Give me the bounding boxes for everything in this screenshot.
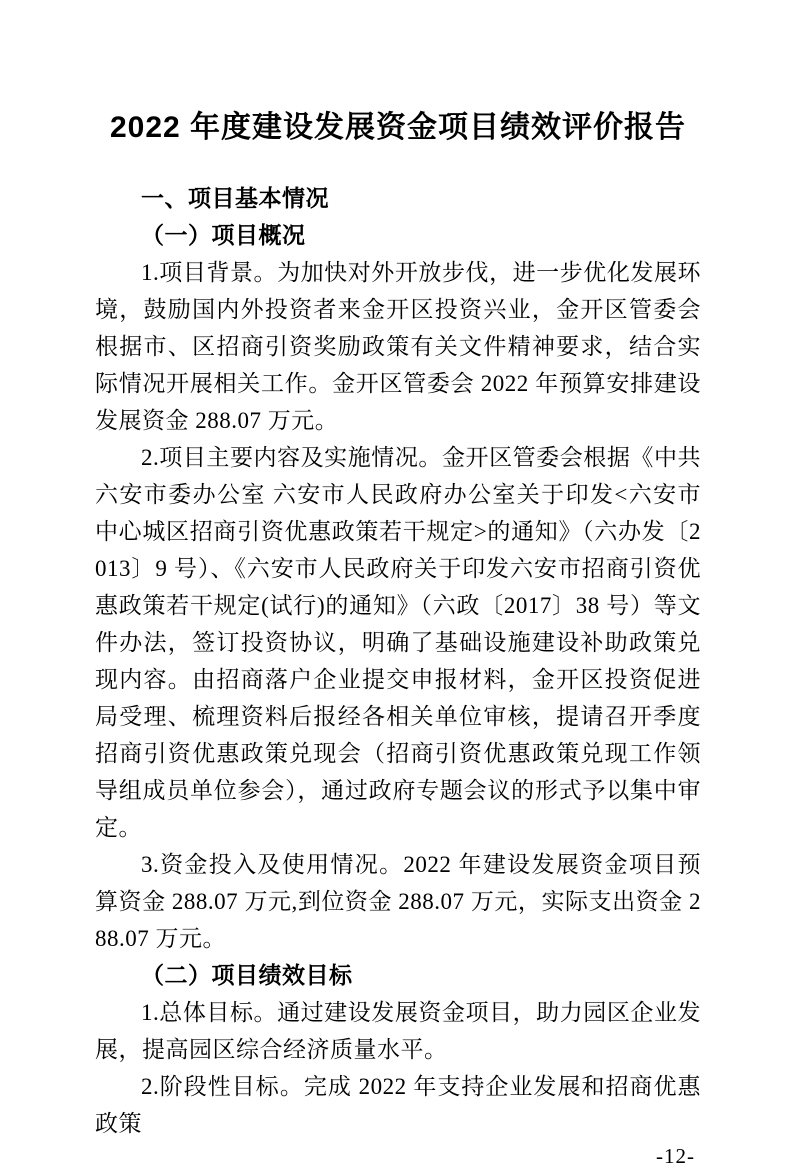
paragraph-stage-goal: 2.阶段性目标。完成 2022 年支持企业发展和招商优惠政策 bbox=[95, 1074, 701, 1136]
heading-subsection-project-overview: （一）项目概况 bbox=[141, 222, 306, 248]
paragraph-project-background: 1.项目背景。为加快对外开放步伐，进一步优化发展环境，鼓励国内外投资者来金开区投资兴业，金开区管委会根据市、区招商引资奖励政策有关文件精神要求，结合实际情况开展相关工作。金开区管委会 2022 年预算安排建设发展资金 288.07 万元。 bbox=[95, 260, 701, 433]
heading-subsection-performance-goals: （二）项目绩效目标 bbox=[141, 962, 353, 988]
document-body bbox=[95, 180, 701, 1142]
paragraph-fund-input-usage: 3.资金投入及使用情况。2022 年建设发展资金项目预算资金 288.07 万元,到位资金 288.07 万元，实际支出资金 288.07 万元。 bbox=[95, 852, 701, 951]
paragraph-project-content-implementation: 2.项目主要内容及实施情况。金开区管委会根据《中共六安市委办公室 六安市人民政府办公室关于印发<六安市中心城区招商引资优惠政策若干规定>的通知》（六办发〔2013〕9 号）、《六安市人民政府关于印发六安市招商引资优惠政策若干规定(试行)的通知》（六政〔2017〕38 号）等文件办法，签订投资协议，明确了基础设施建设补助政策兑现内容。由招商落户企业提交申报材料，金开区投资促进局受理、梳理资料后报经各相关单位审核，提请召开季度招商引资优惠政策兑现会（招商引资优惠政策兑现工作领导组成员单位参会），通过政府专题会议的形式予以集中审定。 bbox=[95, 445, 701, 840]
document-title: 2022 年度建设发展资金项目绩效评价报告 bbox=[109, 111, 687, 144]
paragraph-overall-goal: 1.总体目标。通过建设发展资金项目，助力园区企业发展，提高园区综合经济质量水平。 bbox=[95, 1000, 701, 1062]
heading-section-basic-info: 一、项目基本情况 bbox=[141, 185, 329, 211]
page-number: -12- bbox=[656, 1144, 695, 1168]
